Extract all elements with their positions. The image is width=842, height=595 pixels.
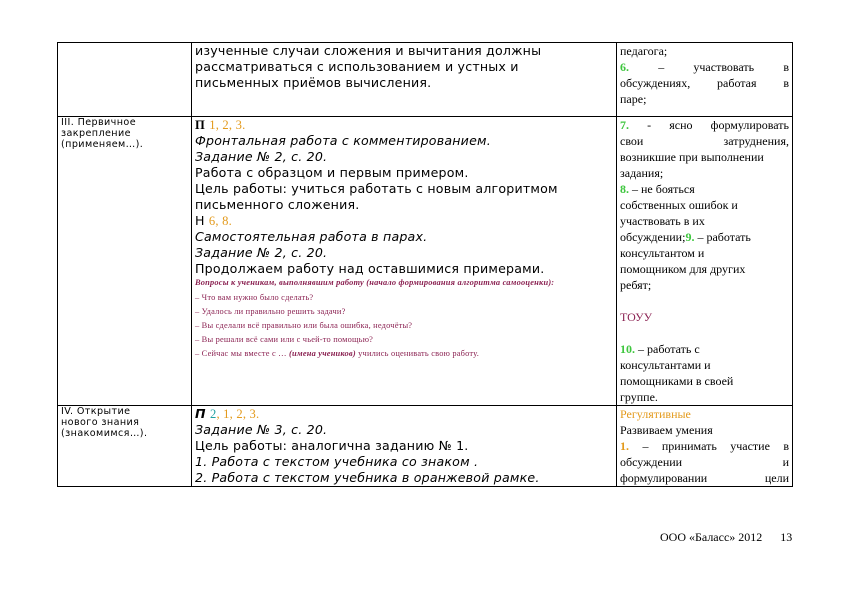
- text-line: консультантом и: [620, 246, 705, 260]
- item-number: 6.: [620, 60, 629, 74]
- text-line: свои затруднения,: [620, 134, 789, 148]
- item-text: – участвовать в: [658, 60, 790, 74]
- text-line: паре;: [620, 92, 647, 106]
- item-number: 7.: [620, 118, 629, 132]
- stage-label: (применяем…).: [61, 139, 144, 150]
- section-label-toyu: ТОУУ: [620, 310, 653, 324]
- item-text: – работать: [697, 230, 751, 244]
- notebook-ref: [195, 213, 613, 229]
- text-line: Самостоятельная работа в парах.: [195, 229, 428, 244]
- questions-heading: Вопросы к ученикам, выполнявшим работу (начало формирования алгоритма самооценки):: [195, 278, 555, 287]
- skill-item-7: [620, 117, 789, 133]
- item-text: – не бояться: [632, 182, 695, 196]
- text-line: обсуждениях, работая в: [620, 76, 789, 90]
- skills-cell: [617, 406, 793, 487]
- question-item: – Что вам нужно было сделать?: [195, 293, 314, 302]
- text-line: изученные случаи сложения и вычитания должны: [195, 43, 542, 58]
- textbook-ref: [195, 117, 613, 133]
- text-line: обсуждении и: [620, 455, 789, 469]
- text-line: Работа с образцом и первым примером.: [195, 165, 469, 180]
- question-item: – Вы сделали всё правильно или была ошибка, недочёты?: [195, 321, 413, 330]
- skills-cell: [617, 43, 793, 117]
- text-line: Цель работы: аналогична заданию № 1.: [195, 438, 469, 453]
- page-number: 13: [780, 530, 793, 544]
- ref-label: Н: [195, 213, 205, 228]
- skill-item-8: [620, 181, 789, 197]
- item-number: 9.: [685, 230, 695, 244]
- publisher-label: ООО «Баласс» 2012: [660, 530, 763, 544]
- stage-label: (знакомимся…).: [61, 428, 148, 439]
- question-item: [195, 347, 613, 361]
- text-line: помощниками в своей: [620, 374, 734, 388]
- text-line: 2. Работа с текстом учебника в оранжевой рамке.: [195, 470, 540, 485]
- text-line: Задание № 3, с. 20.: [195, 422, 328, 437]
- section-label-regulative: Регулятивные: [620, 407, 691, 421]
- skill-item-6: [620, 59, 789, 75]
- text-line: Развиваем умения: [620, 423, 713, 437]
- stage-label: нового знания: [61, 417, 140, 428]
- text-line: Задание № 2, с. 20.: [195, 149, 328, 164]
- text-line: возникшие при выполнении: [620, 150, 764, 164]
- table-row: [58, 117, 793, 406]
- stage-cell: [58, 117, 192, 406]
- skill-item-1: [620, 438, 789, 454]
- ref-label: П: [195, 118, 205, 132]
- ref-numbers: 1, 2, 3.: [209, 118, 246, 132]
- ref-label: П: [195, 406, 206, 421]
- item-number: 10.: [620, 342, 635, 356]
- content-cell: [192, 117, 617, 406]
- text-line: собственных ошибок и: [620, 198, 738, 212]
- text-line: ребят;: [620, 278, 652, 292]
- item-text: - ясно формулировать: [647, 118, 789, 132]
- table-row: [58, 406, 793, 487]
- question-names: (имена учеников): [289, 349, 356, 358]
- item-text: – принимать участие в: [642, 439, 790, 453]
- text-line: Фронтальная работа с комментированием.: [195, 133, 491, 148]
- text-line: Цель работы: учиться работать с новым алгоритмом: [195, 181, 558, 196]
- item-number: 1.: [620, 439, 629, 453]
- text-line: письменного сложения.: [195, 197, 360, 212]
- text-line: консультантами и: [620, 358, 711, 372]
- textbook-ref: [195, 406, 613, 422]
- text-line: участвовать в их: [620, 214, 705, 228]
- question-item: – Удалось ли правильно решить задачи?: [195, 307, 346, 316]
- text-line: 1. Работа с текстом учебника со знаком .: [195, 454, 479, 469]
- ref-numbers: 6, 8.: [208, 214, 232, 228]
- page-footer: [660, 530, 792, 545]
- text-line: педагога;: [620, 44, 668, 58]
- text-line: рассматриваться с использованием и устных и: [195, 59, 519, 74]
- skills-cell: [617, 117, 793, 406]
- ref-numbers: , 1, 2, 3.: [216, 407, 260, 421]
- lesson-plan-table: [57, 42, 793, 487]
- content-cell: [192, 406, 617, 487]
- question-item: – Вы решали всё сами или с чьей-то помощью?: [195, 335, 374, 344]
- stage-label: IV. Открытие: [61, 406, 131, 417]
- item-text: – работать с: [638, 342, 700, 356]
- ref-number: 2: [209, 407, 217, 421]
- stage-cell: [58, 406, 192, 487]
- text-line: Продолжаем работу над оставшимися примерами.: [195, 261, 545, 276]
- question-text: учились оценивать свою работу.: [358, 349, 479, 358]
- stage-cell: [58, 43, 192, 117]
- table-row: [58, 43, 793, 117]
- item-number: 8.: [620, 182, 629, 196]
- text-line: формулировании цели: [620, 471, 789, 485]
- content-cell: [192, 43, 617, 117]
- text-line: помощником для других: [620, 262, 746, 276]
- stage-label: III. Первичное: [61, 117, 136, 128]
- text-line: задания;: [620, 166, 664, 180]
- question-text: – Сейчас мы вместе с …: [195, 349, 287, 358]
- skill-item-9: [620, 229, 789, 245]
- text-line: группе.: [620, 390, 658, 404]
- text-line: письменных приёмов вычисления.: [195, 75, 432, 90]
- stage-label: закрепление: [61, 128, 131, 139]
- skill-item-10: [620, 341, 789, 357]
- text-line: Задание № 2, с. 20.: [195, 245, 328, 260]
- item-text: обсуждении;: [620, 230, 686, 244]
